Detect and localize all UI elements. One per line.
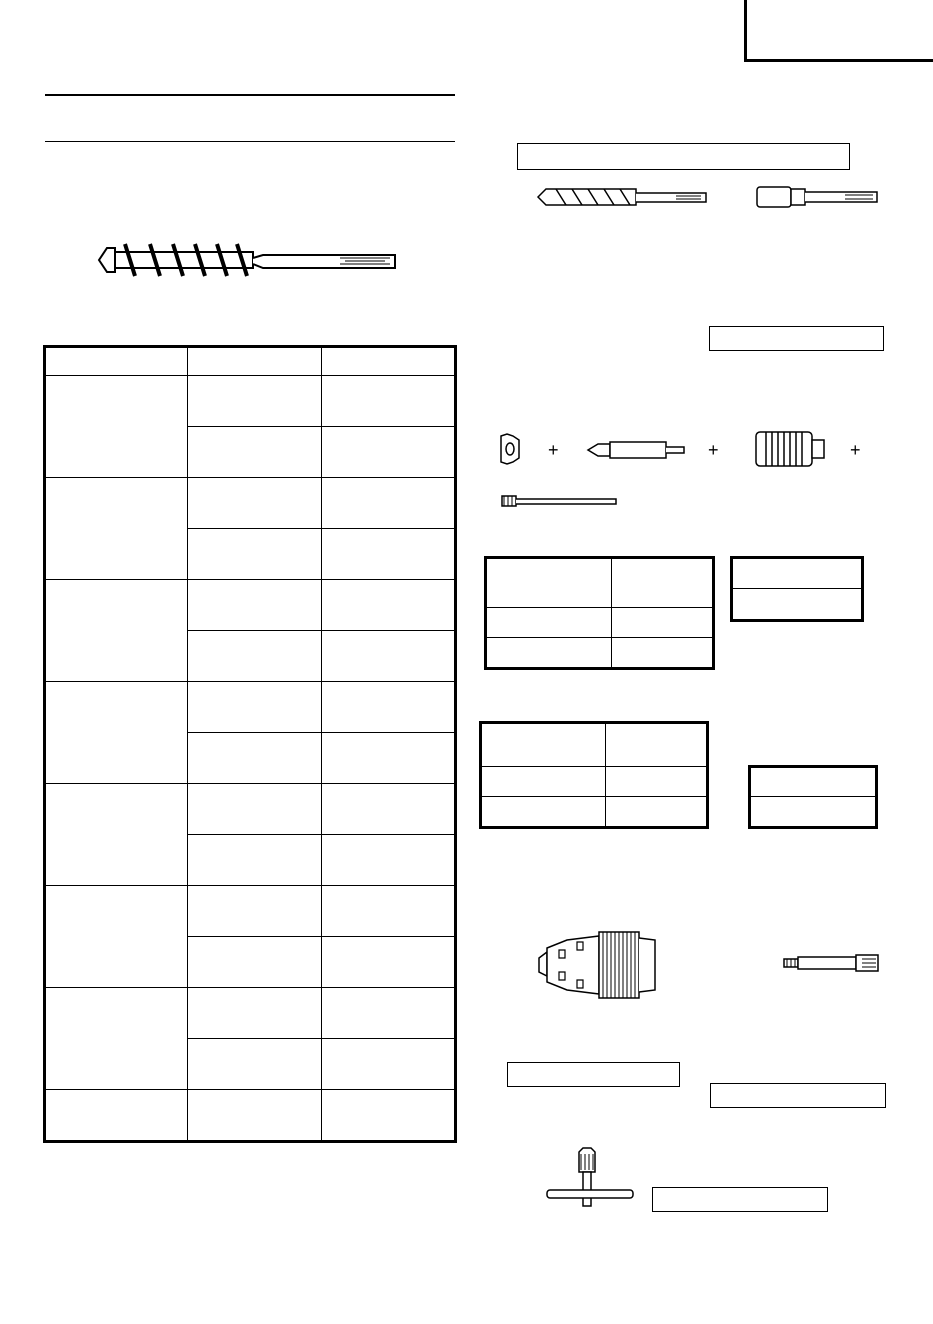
- spec-table-group-cell: [46, 682, 188, 784]
- spec-table-cell: [322, 733, 455, 784]
- table-row: [46, 478, 455, 529]
- spec-table-cell: [322, 682, 455, 733]
- spec-table-cell: [187, 733, 322, 784]
- taper-drill-bit-icon: [536, 186, 708, 208]
- spec-table-cell: [322, 580, 455, 631]
- spec-table-cell: [187, 835, 322, 886]
- spec-table-cell: [322, 529, 455, 580]
- spec-table-cell: [187, 376, 322, 427]
- table-row: [46, 580, 455, 631]
- spec-table-header-cell: [187, 348, 322, 376]
- drill-chuck-icon: [537, 930, 659, 1000]
- spec-table-cell: [187, 529, 322, 580]
- chuck-key-icon: [545, 1148, 635, 1208]
- core-bit-set-label-box: [709, 326, 884, 351]
- spec-table-cell: [322, 784, 455, 835]
- spec-table-cell: [322, 1039, 455, 1090]
- spec-table-cell: [187, 937, 322, 988]
- chuck-key-label-box: [652, 1187, 828, 1212]
- table-row: [46, 682, 455, 733]
- drill-chuck-label-box: [507, 1062, 680, 1087]
- table-row: [46, 988, 455, 1039]
- spec-table-cell: [322, 427, 455, 478]
- spec-table-cell: [187, 1090, 322, 1141]
- spec-table-group-cell: [46, 376, 188, 478]
- spec-table-cell: [322, 988, 455, 1039]
- spec-table-cell: [187, 631, 322, 682]
- spec-table-cell: [187, 478, 322, 529]
- center-pin-plate-icon: [497, 432, 523, 466]
- plus-sign-icon: +: [548, 440, 559, 460]
- spec-table-cell: [322, 835, 455, 886]
- spec-table-cell: [187, 427, 322, 478]
- section-title-rule-top: [45, 94, 455, 96]
- spec-table-cell: [322, 937, 455, 988]
- spec-table: [45, 347, 455, 1141]
- section-title-rule-bottom: [45, 141, 455, 142]
- spec-table-cell: [322, 631, 455, 682]
- spec-table-group-cell: [46, 478, 188, 580]
- spec-table-header-cell: [322, 348, 455, 376]
- spec-table-cell: [187, 580, 322, 631]
- spec-table-header-row: [46, 348, 455, 376]
- spec-table-group-cell: [46, 1090, 188, 1141]
- spec-table-cell: [187, 1039, 322, 1090]
- spec-table-cell: [322, 478, 455, 529]
- spec-table-group-cell: [46, 580, 188, 682]
- shank-adapter-icon: [500, 492, 618, 510]
- center-pin-icon: [586, 440, 688, 460]
- spec-table-group-cell: [46, 886, 188, 988]
- spec-table-cell: [187, 784, 322, 835]
- spec-table-cell: [187, 682, 322, 733]
- spec-table-header-cell: [46, 348, 188, 376]
- spec-table-cell: [187, 988, 322, 1039]
- spec-table-cell: [322, 376, 455, 427]
- chuck-adapter-label-box: [710, 1083, 886, 1108]
- sds-max-drill-bit-icon: [95, 240, 400, 282]
- core-bit-table-2: [481, 723, 707, 827]
- core-bit-table-1-side: [732, 558, 862, 620]
- taper-shank-adapter-icon: [755, 183, 881, 211]
- table-row: [46, 784, 455, 835]
- spec-table-group-cell: [46, 784, 188, 886]
- spec-table-cell: [322, 1090, 455, 1141]
- page-tab: [744, 0, 933, 62]
- plus-sign-icon: +: [850, 440, 861, 460]
- core-bit-icon: [752, 428, 828, 470]
- table-row: [46, 1090, 455, 1141]
- spec-table-cell: [322, 886, 455, 937]
- drill-bit-adapter-label-box: [517, 143, 850, 170]
- table-row: [46, 376, 455, 427]
- table-row: [46, 886, 455, 937]
- spec-table-group-cell: [46, 988, 188, 1090]
- plus-sign-icon: +: [708, 440, 719, 460]
- core-bit-table-1: [486, 558, 713, 668]
- core-bit-table-2-side: [750, 767, 876, 827]
- chuck-adapter-icon: [782, 952, 882, 974]
- spec-table-cell: [187, 886, 322, 937]
